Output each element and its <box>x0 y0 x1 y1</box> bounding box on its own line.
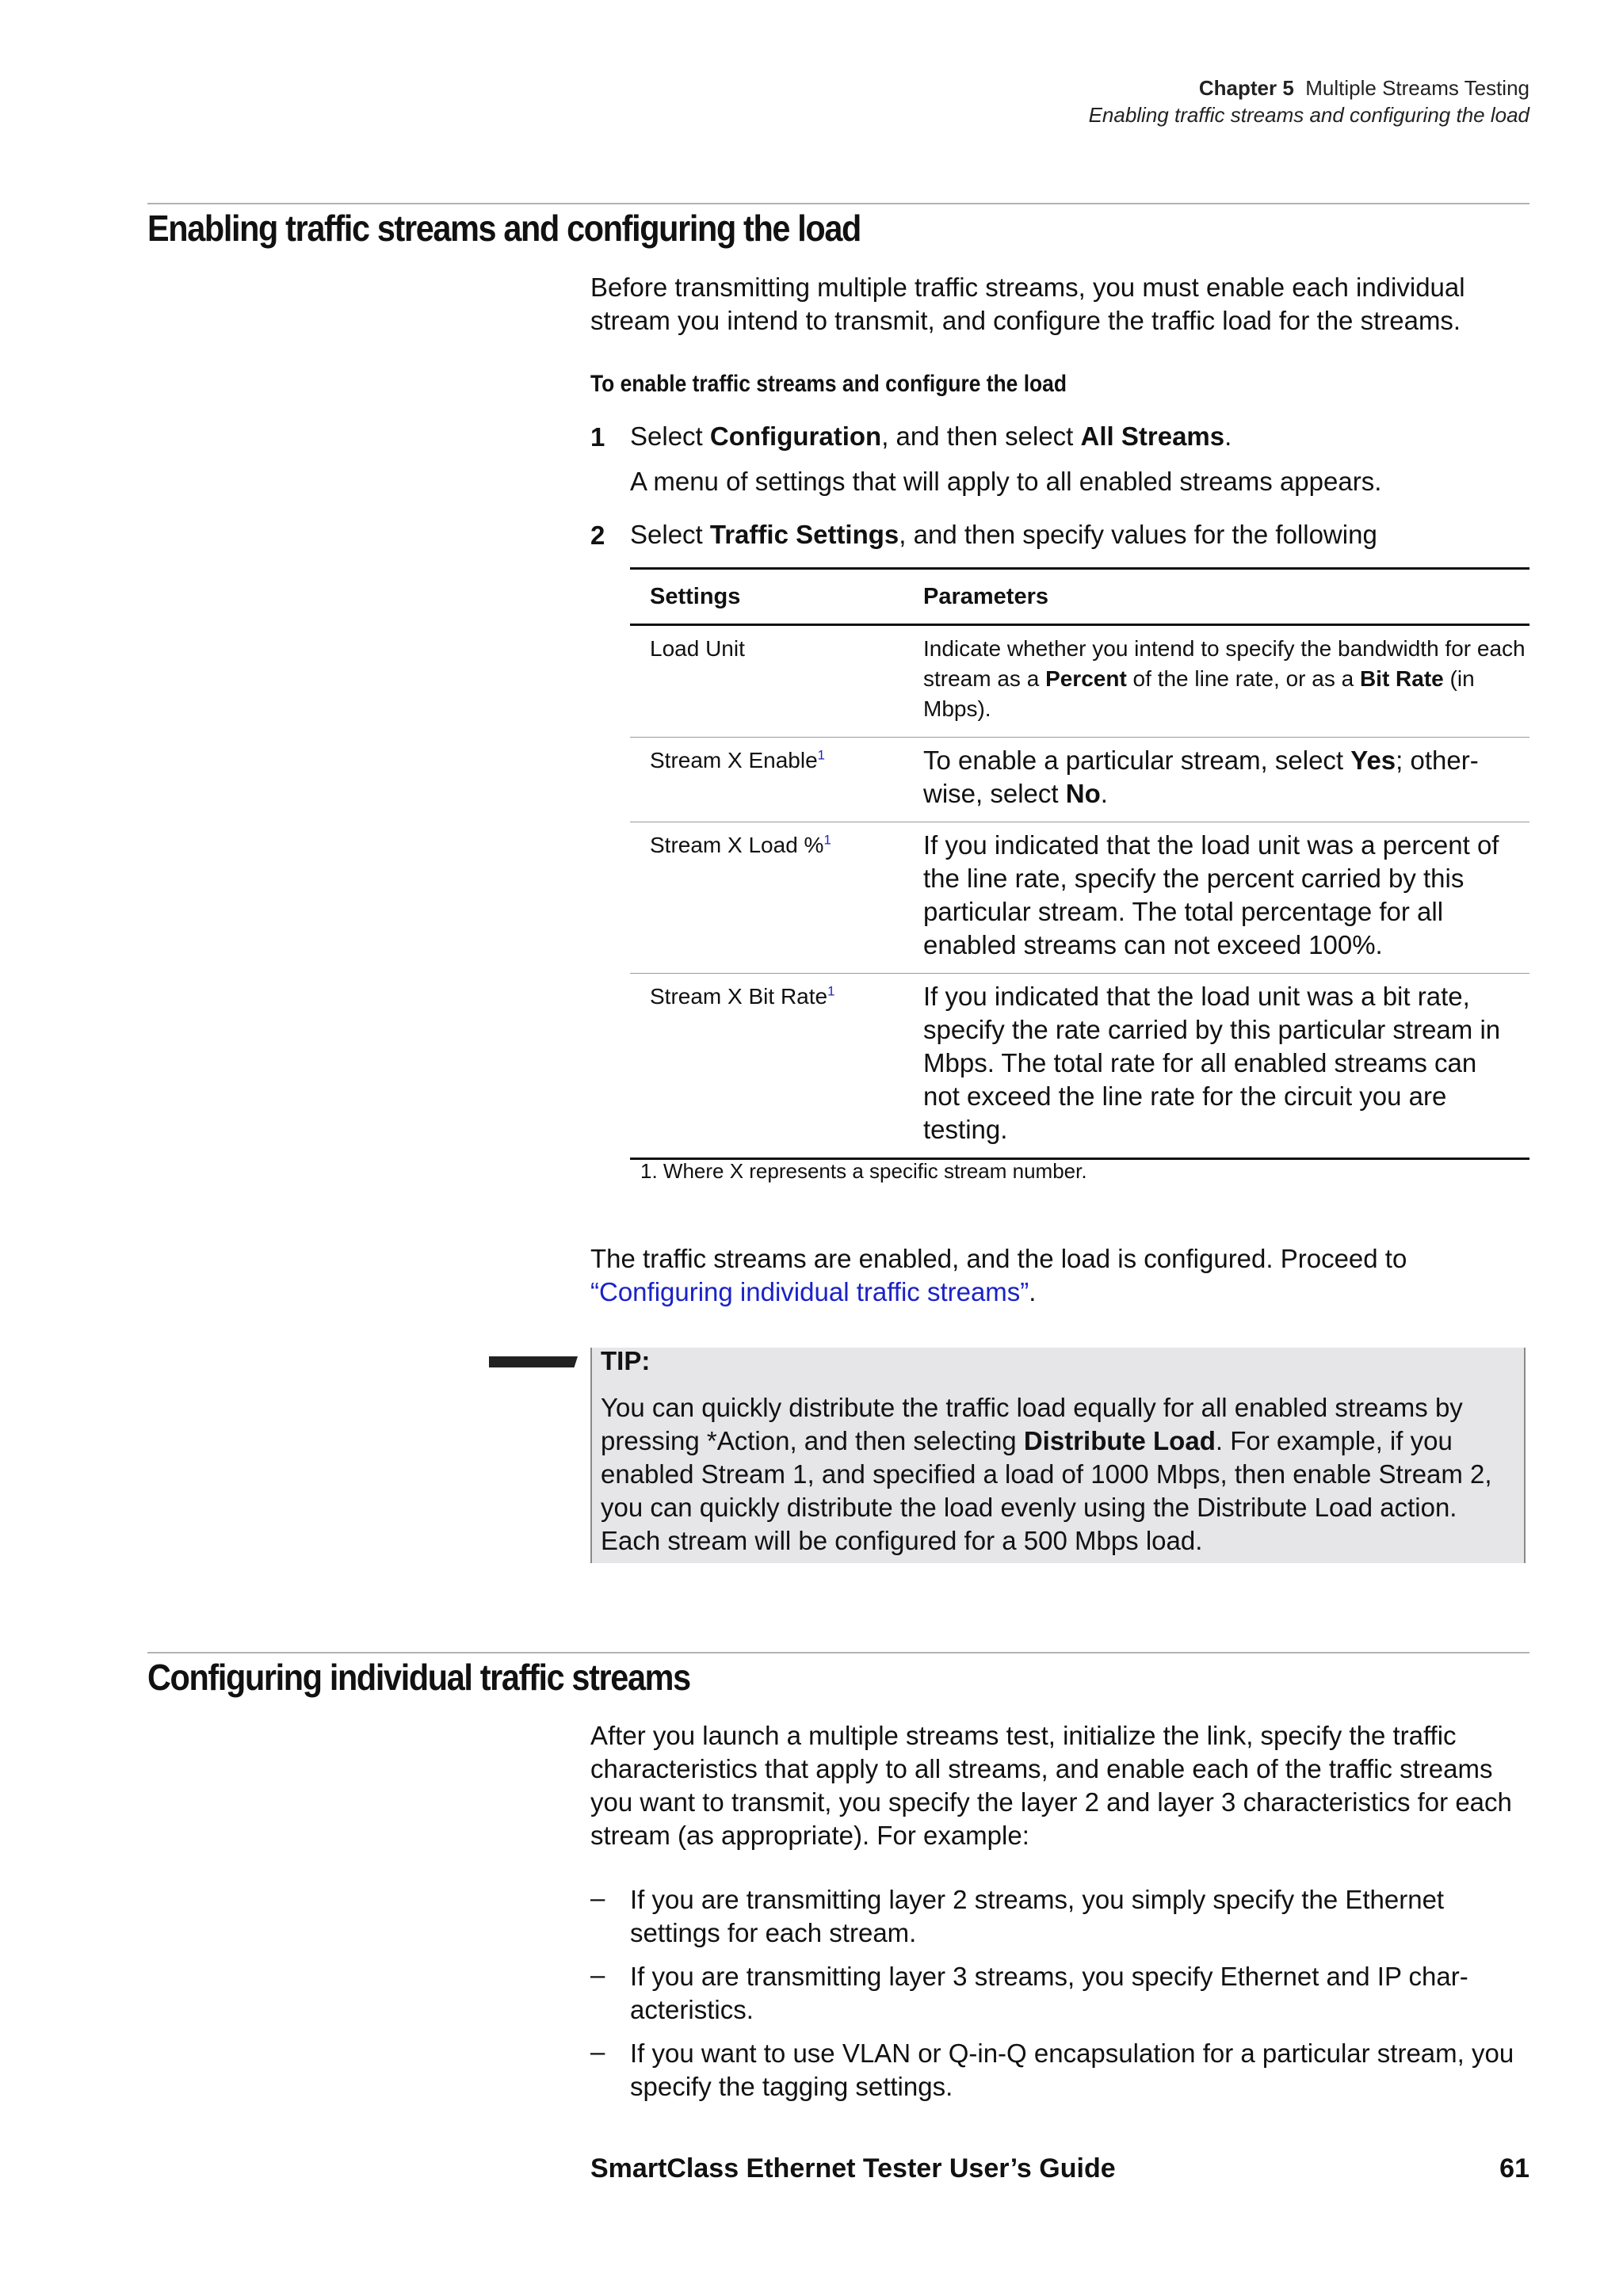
tip-marker <box>489 1356 578 1367</box>
setting-name: Stream X Enable$^1$ <box>630 738 923 822</box>
section-divider <box>147 1652 1529 1653</box>
list-bullet: – <box>590 2037 605 2066</box>
table-header-row <box>630 569 1529 625</box>
running-header-section: Enabling traffic streams and configuring the load <box>1088 103 1529 127</box>
section-conclusion: The traffic streams are enabled, and the load is configured. Proceed to “Configuring individual traffic streams”. <box>590 1244 1407 1306</box>
step-1-text: Select Configuration, and then select All Streams. <box>630 421 1232 451</box>
procedure-title: To enable traffic streams and configure the load <box>590 371 1067 397</box>
step-1-result: A menu of settings that will apply to all enabled streams appears. <box>630 467 1382 496</box>
menu-traffic-settings: Traffic Settings <box>709 520 899 549</box>
tip-title: TIP: <box>601 1346 651 1375</box>
list-item: If you are transmitting layer 3 streams, you specify Ethernet and IP char-acteristics. <box>630 1962 1468 2024</box>
section-intro: Before transmitting multiple traffic streams, you must enable each individual stream you intend to transmit, and configure the traffic load for the streams. <box>590 273 1465 335</box>
step-number: 2 <box>590 521 605 550</box>
footnote-ref: 1 <box>817 747 826 763</box>
section-heading-configuring: Configuring individual traffic streams <box>147 1657 690 1698</box>
list-bullet: – <box>590 1960 605 1989</box>
page-footer <box>590 2153 1529 2184</box>
page-number: 61 <box>1499 2153 1529 2183</box>
footnote-ref: 1 <box>823 832 831 848</box>
table-row <box>630 625 1529 738</box>
setting-parameter: If you indicated that the load unit was a percent of the line rate, specify the percent carried by this particular stream. The total percentage for all enabled streams can not exceed 100%. <box>923 822 1529 974</box>
setting-name: Stream X Load %$^1$ <box>630 822 923 974</box>
list-item: If you are transmitting layer 2 streams, you simply specify the Ethernet settings for each stream. <box>630 1885 1445 1947</box>
section-divider <box>147 203 1529 204</box>
footnote-ref: 1 <box>827 983 835 999</box>
column-header-settings: Settings <box>650 583 741 609</box>
setting-parameter: Indicate whether you intend to specify the bandwidth for each stream as a Percent of the line rate, or as a Bit Rate (in Mbps). <box>923 625 1529 738</box>
menu-configuration: Configuration <box>709 421 882 451</box>
cross-reference-link[interactable]: “Configuring individual traffic streams” <box>590 1277 1029 1306</box>
menu-all-streams: All Streams <box>1080 421 1225 451</box>
step-2-text: Select Traffic Settings, and then specify values for the following <box>630 520 1377 549</box>
tip-text: You can quickly distribute the traffic load equally for all enabled streams by pressing *Action, and then selecting Distribute Load. For example, if you enabled Stream 1, and specified a load of 1000 Mbps, then enable Stream 2, you can quickly distribute the load evenly using the Distribute Load action. Each stream will be configured for a 500 Mbps load. <box>601 1393 1492 1555</box>
list-item: If you want to use VLAN or Q-in-Q encapsulation for a particular stream, you specify the tagging settings. <box>630 2039 1514 2101</box>
chapter-title: Multiple Streams Testing <box>1305 76 1529 100</box>
setting-parameter: To enable a particular stream, select Yes; other-wise, select No. <box>923 738 1529 822</box>
section-heading-enabling: Enabling traffic streams and configuring the load <box>147 208 861 249</box>
guide-title: SmartClass Ethernet Tester User’s Guide <box>590 2153 1116 2183</box>
table-row <box>630 738 1529 822</box>
section-intro: After you launch a multiple streams test, initialize the link, specify the traffic characteristics that apply to all streams, and enable each of the traffic streams you want to transmit, you specify the layer 2 and layer 3 characteristics for each stream (as appropriate). For example: <box>590 1721 1512 1850</box>
action-distribute-load: Distribute Load <box>1023 1426 1216 1455</box>
running-header-chapter <box>1199 74 1529 101</box>
table-row <box>630 974 1529 1159</box>
setting-name: Load Unit <box>630 625 923 738</box>
table-row <box>630 822 1529 974</box>
list-bullet: – <box>590 1883 605 1913</box>
setting-name: Stream X Bit Rate$^1$ <box>630 974 923 1159</box>
settings-table <box>630 567 1529 1160</box>
table-footnote: 1. Where X represents a specific stream number. <box>640 1159 1087 1183</box>
column-header-parameters: Parameters <box>923 583 1048 609</box>
chapter-label: Chapter 5 <box>1198 76 1294 100</box>
step-number: 1 <box>590 422 605 452</box>
setting-parameter: If you indicated that the load unit was a bit rate, specify the rate carried by this particular stream in Mbps. The total rate for all enabled streams can not exceed the line rate for the circuit you are testing. <box>923 974 1529 1159</box>
